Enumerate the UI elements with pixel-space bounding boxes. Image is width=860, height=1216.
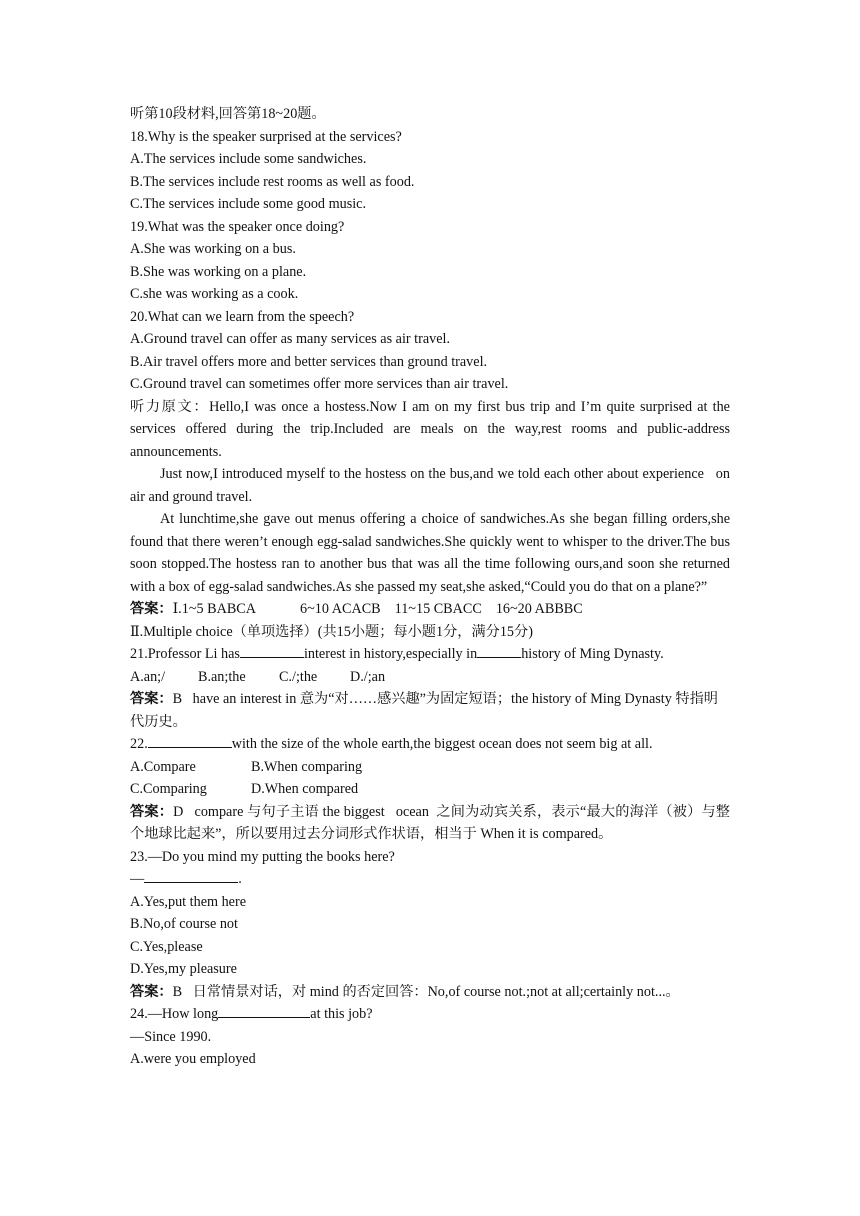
option-21c: C./;the bbox=[279, 668, 318, 685]
answer-label: 答案： bbox=[130, 601, 173, 617]
option-22a: A.Compare bbox=[130, 758, 196, 775]
answer-blank bbox=[144, 868, 238, 883]
question-18: 18.Why is the speaker surprised at the services? bbox=[130, 128, 402, 145]
answer-group-3: 11~15 CBACC bbox=[394, 601, 482, 617]
question-21: 21.Professor Li has interest in history,especially in history of Ming Dynasty. bbox=[130, 643, 730, 666]
answer-blank bbox=[148, 733, 232, 748]
option-18b: B.The services include rest rooms as well as food. bbox=[130, 173, 415, 190]
option-23b: B.No,of course not bbox=[130, 916, 238, 932]
answer-22: 答案：D compare 与句子主语 the biggest ocean 之间为动宾关系，表示“最大的海洋（被）与整个地球比起来”，所以要用过去分词形式作状语，相当于 When it is compared。 bbox=[130, 803, 730, 842]
question-23-reply: — . bbox=[130, 868, 730, 891]
transcript-paragraph-2: Just now,I introduced myself to the hostess on the bus,and we told each other about experience on air and ground travel. bbox=[130, 466, 730, 505]
transcript-label: 听力原文： bbox=[130, 398, 210, 415]
option-24a: A.were you employed bbox=[130, 1051, 256, 1067]
answer-blank bbox=[477, 643, 521, 658]
question-23: 23.—Do you mind my putting the books here? bbox=[130, 848, 395, 865]
option-18a: A.The services include some sandwiches. bbox=[130, 151, 367, 167]
option-21b: B.an;the bbox=[198, 668, 246, 685]
option-23a: A.Yes,put them here bbox=[130, 893, 246, 910]
option-20b: B.Air travel offers more and better services than ground travel. bbox=[130, 353, 488, 370]
option-19b: B.She was working on a plane. bbox=[130, 263, 307, 280]
question-24: 24.—How long at this job? bbox=[130, 1003, 730, 1026]
option-21a: A.an;/ bbox=[130, 668, 166, 685]
answer-group-4: 16~20 ABBBC bbox=[495, 601, 583, 617]
section-2-title: Ⅱ.Multiple choice（单项选择）(共15小题；每小题1分，满分15分) bbox=[130, 623, 533, 640]
question-24-reply: —Since 1990. bbox=[130, 1028, 212, 1045]
options-22-row-2 bbox=[130, 778, 730, 801]
answer-23: 答案：B 日常情景对话，对 mind 的否定回答：No,of course not.;not at all;certainly not...。 bbox=[130, 983, 680, 1000]
option-23d: D.Yes,my pleasure bbox=[130, 961, 237, 977]
option-19a: A.She was working on a bus. bbox=[130, 241, 296, 257]
answer-group-1: Ⅰ.1~5 BABCA bbox=[172, 601, 257, 617]
option-22d: D.When compared bbox=[251, 781, 359, 797]
option-22b: B.When comparing bbox=[251, 758, 363, 775]
question-22: 22. with the size of the whole earth,the biggest ocean does not seem big at all. bbox=[130, 733, 730, 756]
option-19c: C.she was working as a cook. bbox=[130, 286, 299, 302]
answer-group-2: 6~10 ACACB bbox=[300, 601, 381, 617]
answer-blank bbox=[240, 643, 304, 658]
section-intro: 听第10段材料,回答第18~20题。 bbox=[130, 106, 326, 122]
answer-21: 答案：B have an interest in 意为“对……感兴趣”为固定短语；the history of Ming Dynasty 特指明代历史。 bbox=[130, 691, 718, 730]
answer-blank bbox=[218, 1003, 310, 1018]
option-21d: D./;an bbox=[350, 668, 386, 685]
question-19: 19.What was the speaker once doing? bbox=[130, 218, 345, 235]
question-20: 20.What can we learn from the speech? bbox=[130, 308, 355, 325]
listening-answers bbox=[130, 598, 730, 621]
document-page bbox=[130, 103, 730, 1071]
transcript-paragraph-1: 听力原文：Hello,I was once a hostess.Now I am on my first bus trip and I’m quite surprised at the services offered during the trip.Included are meals on the way,rest rooms and public-address announcements. bbox=[130, 398, 730, 460]
options-22-row-1 bbox=[130, 756, 730, 779]
option-18c: C.The services include some good music. bbox=[130, 196, 367, 212]
option-22c: C.Comparing bbox=[130, 781, 207, 797]
option-20a: A.Ground travel can offer as many services as air travel. bbox=[130, 331, 451, 347]
transcript-paragraph-3: At lunchtime,she gave out menus offering a choice of sandwiches.As she began filling orders,she found that there weren’t enough egg-salad sandwiches.She quickly went to whisper to the driver.The bus soon stopped.The hostess ran to another bus that was all the time following ours,and soon she returned with a box of egg-salad sandwiches.As she passed my seat,she asked,“Could you do that on a plane?” bbox=[130, 511, 730, 595]
option-20c: C.Ground travel can sometimes offer more services than air travel. bbox=[130, 376, 509, 392]
option-23c: C.Yes,please bbox=[130, 938, 203, 955]
options-21 bbox=[130, 666, 730, 689]
